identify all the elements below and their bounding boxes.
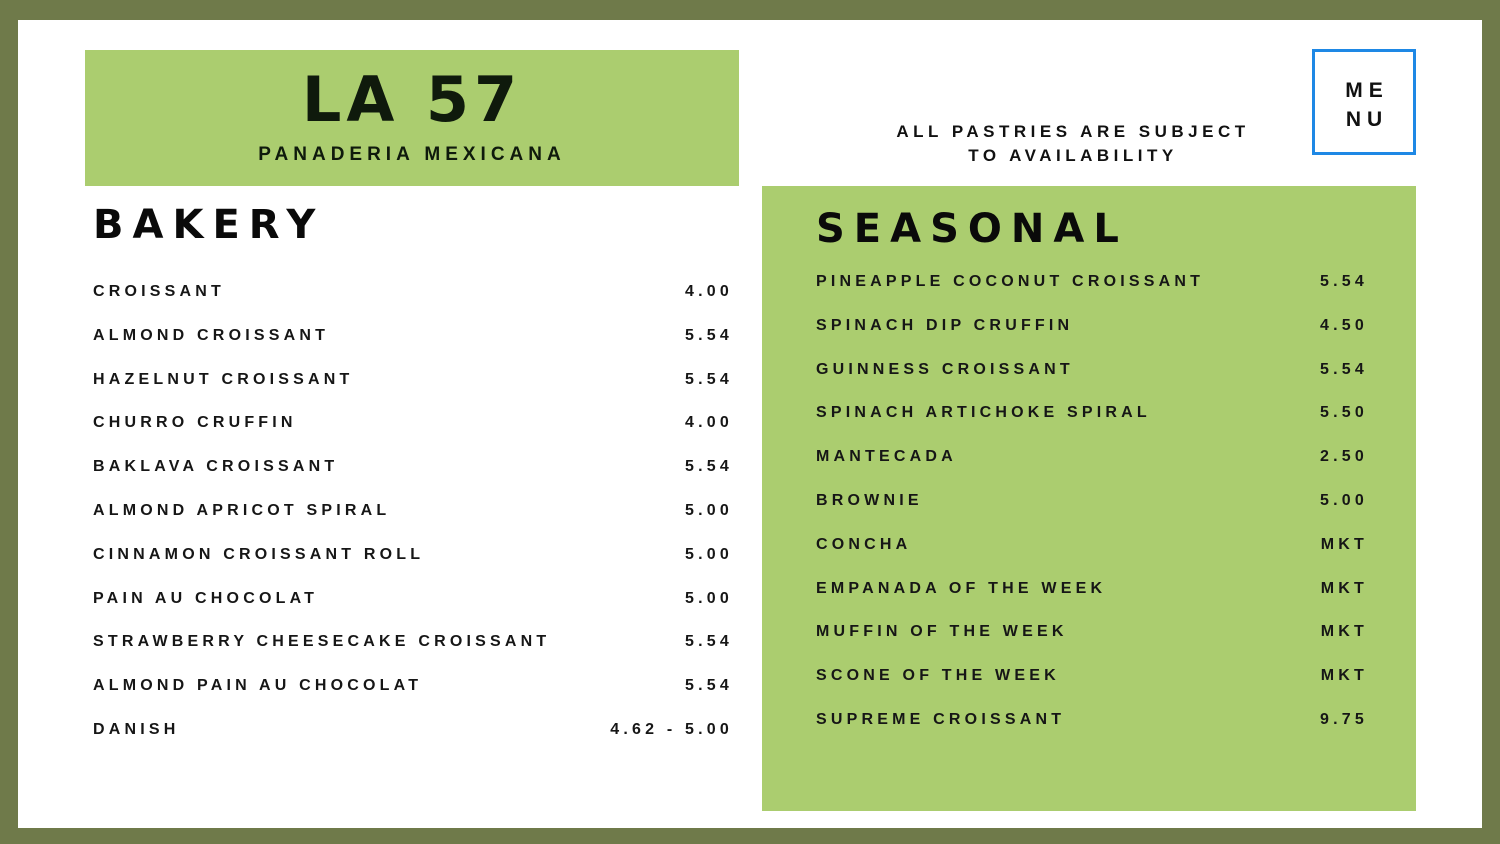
list-item bbox=[816, 314, 1368, 358]
list-item bbox=[93, 280, 733, 324]
list-item bbox=[816, 533, 1368, 577]
list-item bbox=[93, 587, 733, 631]
item-price: 4.62 - 5.00 bbox=[610, 720, 733, 738]
list-item bbox=[816, 401, 1368, 445]
item-name: CHURRO CRUFFIN bbox=[93, 414, 297, 432]
item-name: ALMOND CROISSANT bbox=[93, 326, 330, 344]
item-name: BAKLAVA CROISSANT bbox=[93, 458, 339, 476]
list-item bbox=[816, 664, 1368, 708]
item-name: ALMOND APRICOT SPIRAL bbox=[93, 501, 391, 519]
item-price: 9.75 bbox=[1320, 710, 1368, 728]
item-price: 5.00 bbox=[685, 545, 733, 563]
item-price: 5.54 bbox=[685, 677, 733, 695]
list-item bbox=[816, 708, 1368, 752]
item-price: 5.54 bbox=[685, 370, 733, 388]
brand-banner bbox=[85, 50, 739, 186]
menu-badge-line-1: ME bbox=[1345, 79, 1389, 102]
item-price: 5.00 bbox=[685, 589, 733, 607]
menu-badge-line-2: NU bbox=[1345, 108, 1389, 131]
seasonal-section bbox=[762, 186, 1416, 811]
item-name: BROWNIE bbox=[816, 491, 923, 509]
item-price: 5.54 bbox=[685, 633, 733, 651]
item-price: 5.50 bbox=[1320, 404, 1368, 422]
seasonal-title: SEASONAL bbox=[816, 206, 1128, 252]
item-price: MKT bbox=[1320, 623, 1368, 641]
item-price: 5.00 bbox=[1320, 491, 1368, 509]
item-price: 2.50 bbox=[1320, 448, 1368, 466]
list-item bbox=[93, 455, 733, 499]
list-item bbox=[816, 489, 1368, 533]
list-item bbox=[816, 620, 1368, 664]
item-name: STRAWBERRY CHEESECAKE CROISSANT bbox=[93, 633, 551, 651]
list-item bbox=[93, 411, 733, 455]
item-name: MUFFIN OF THE WEEK bbox=[816, 623, 1068, 641]
bakery-title: BAKERY bbox=[93, 202, 325, 248]
item-name: CONCHA bbox=[816, 535, 912, 553]
item-name: ALMOND PAIN AU CHOCOLAT bbox=[93, 677, 423, 695]
item-price: MKT bbox=[1320, 579, 1368, 597]
brand-subtitle: PANADERIA MEXICANA bbox=[258, 144, 566, 165]
item-name: SPINACH DIP CRUFFIN bbox=[816, 316, 1074, 334]
item-price: 4.50 bbox=[1320, 316, 1368, 334]
item-price: 5.54 bbox=[1320, 360, 1368, 378]
list-item bbox=[93, 499, 733, 543]
list-item bbox=[93, 324, 733, 368]
item-price: 5.54 bbox=[685, 458, 733, 476]
list-item bbox=[816, 445, 1368, 489]
list-item bbox=[93, 718, 733, 762]
item-name: SUPREME CROISSANT bbox=[816, 710, 1066, 728]
item-name: PAIN AU CHOCOLAT bbox=[93, 589, 319, 607]
menu-board bbox=[18, 20, 1482, 828]
menu-badge bbox=[1312, 49, 1416, 155]
item-name: SCONE OF THE WEEK bbox=[816, 667, 1060, 685]
list-item bbox=[93, 630, 733, 674]
item-name: CINNAMON CROISSANT ROLL bbox=[93, 545, 425, 563]
item-name: GUINNESS CROISSANT bbox=[816, 360, 1074, 378]
brand-name: LA 57 bbox=[301, 63, 523, 136]
item-price: 4.00 bbox=[685, 414, 733, 432]
list-item bbox=[93, 368, 733, 412]
notice-line-2: TO AVAILABILITY bbox=[968, 146, 1178, 165]
item-price: MKT bbox=[1320, 535, 1368, 553]
item-name: PINEAPPLE COCONUT CROISSANT bbox=[816, 273, 1205, 290]
item-price: 5.54 bbox=[685, 326, 733, 344]
notice-line-1: ALL PASTRIES ARE SUBJECT bbox=[896, 122, 1250, 141]
bakery-list bbox=[93, 280, 733, 762]
item-price: 4.00 bbox=[685, 283, 733, 300]
list-item bbox=[93, 674, 733, 718]
item-name: MANTECADA bbox=[816, 448, 957, 466]
item-name: DANISH bbox=[93, 720, 180, 738]
list-item bbox=[816, 270, 1368, 314]
availability-notice bbox=[873, 120, 1273, 168]
item-name: SPINACH ARTICHOKE SPIRAL bbox=[816, 404, 1151, 422]
list-item bbox=[93, 543, 733, 587]
item-name: CROISSANT bbox=[93, 283, 226, 300]
item-name: HAZELNUT CROISSANT bbox=[93, 370, 354, 388]
seasonal-list bbox=[816, 270, 1368, 752]
item-name: EMPANADA OF THE WEEK bbox=[816, 579, 1107, 597]
item-price: MKT bbox=[1320, 667, 1368, 685]
item-price: 5.00 bbox=[685, 501, 733, 519]
list-item bbox=[816, 577, 1368, 621]
list-item bbox=[816, 358, 1368, 402]
item-price: 5.54 bbox=[1320, 273, 1368, 290]
